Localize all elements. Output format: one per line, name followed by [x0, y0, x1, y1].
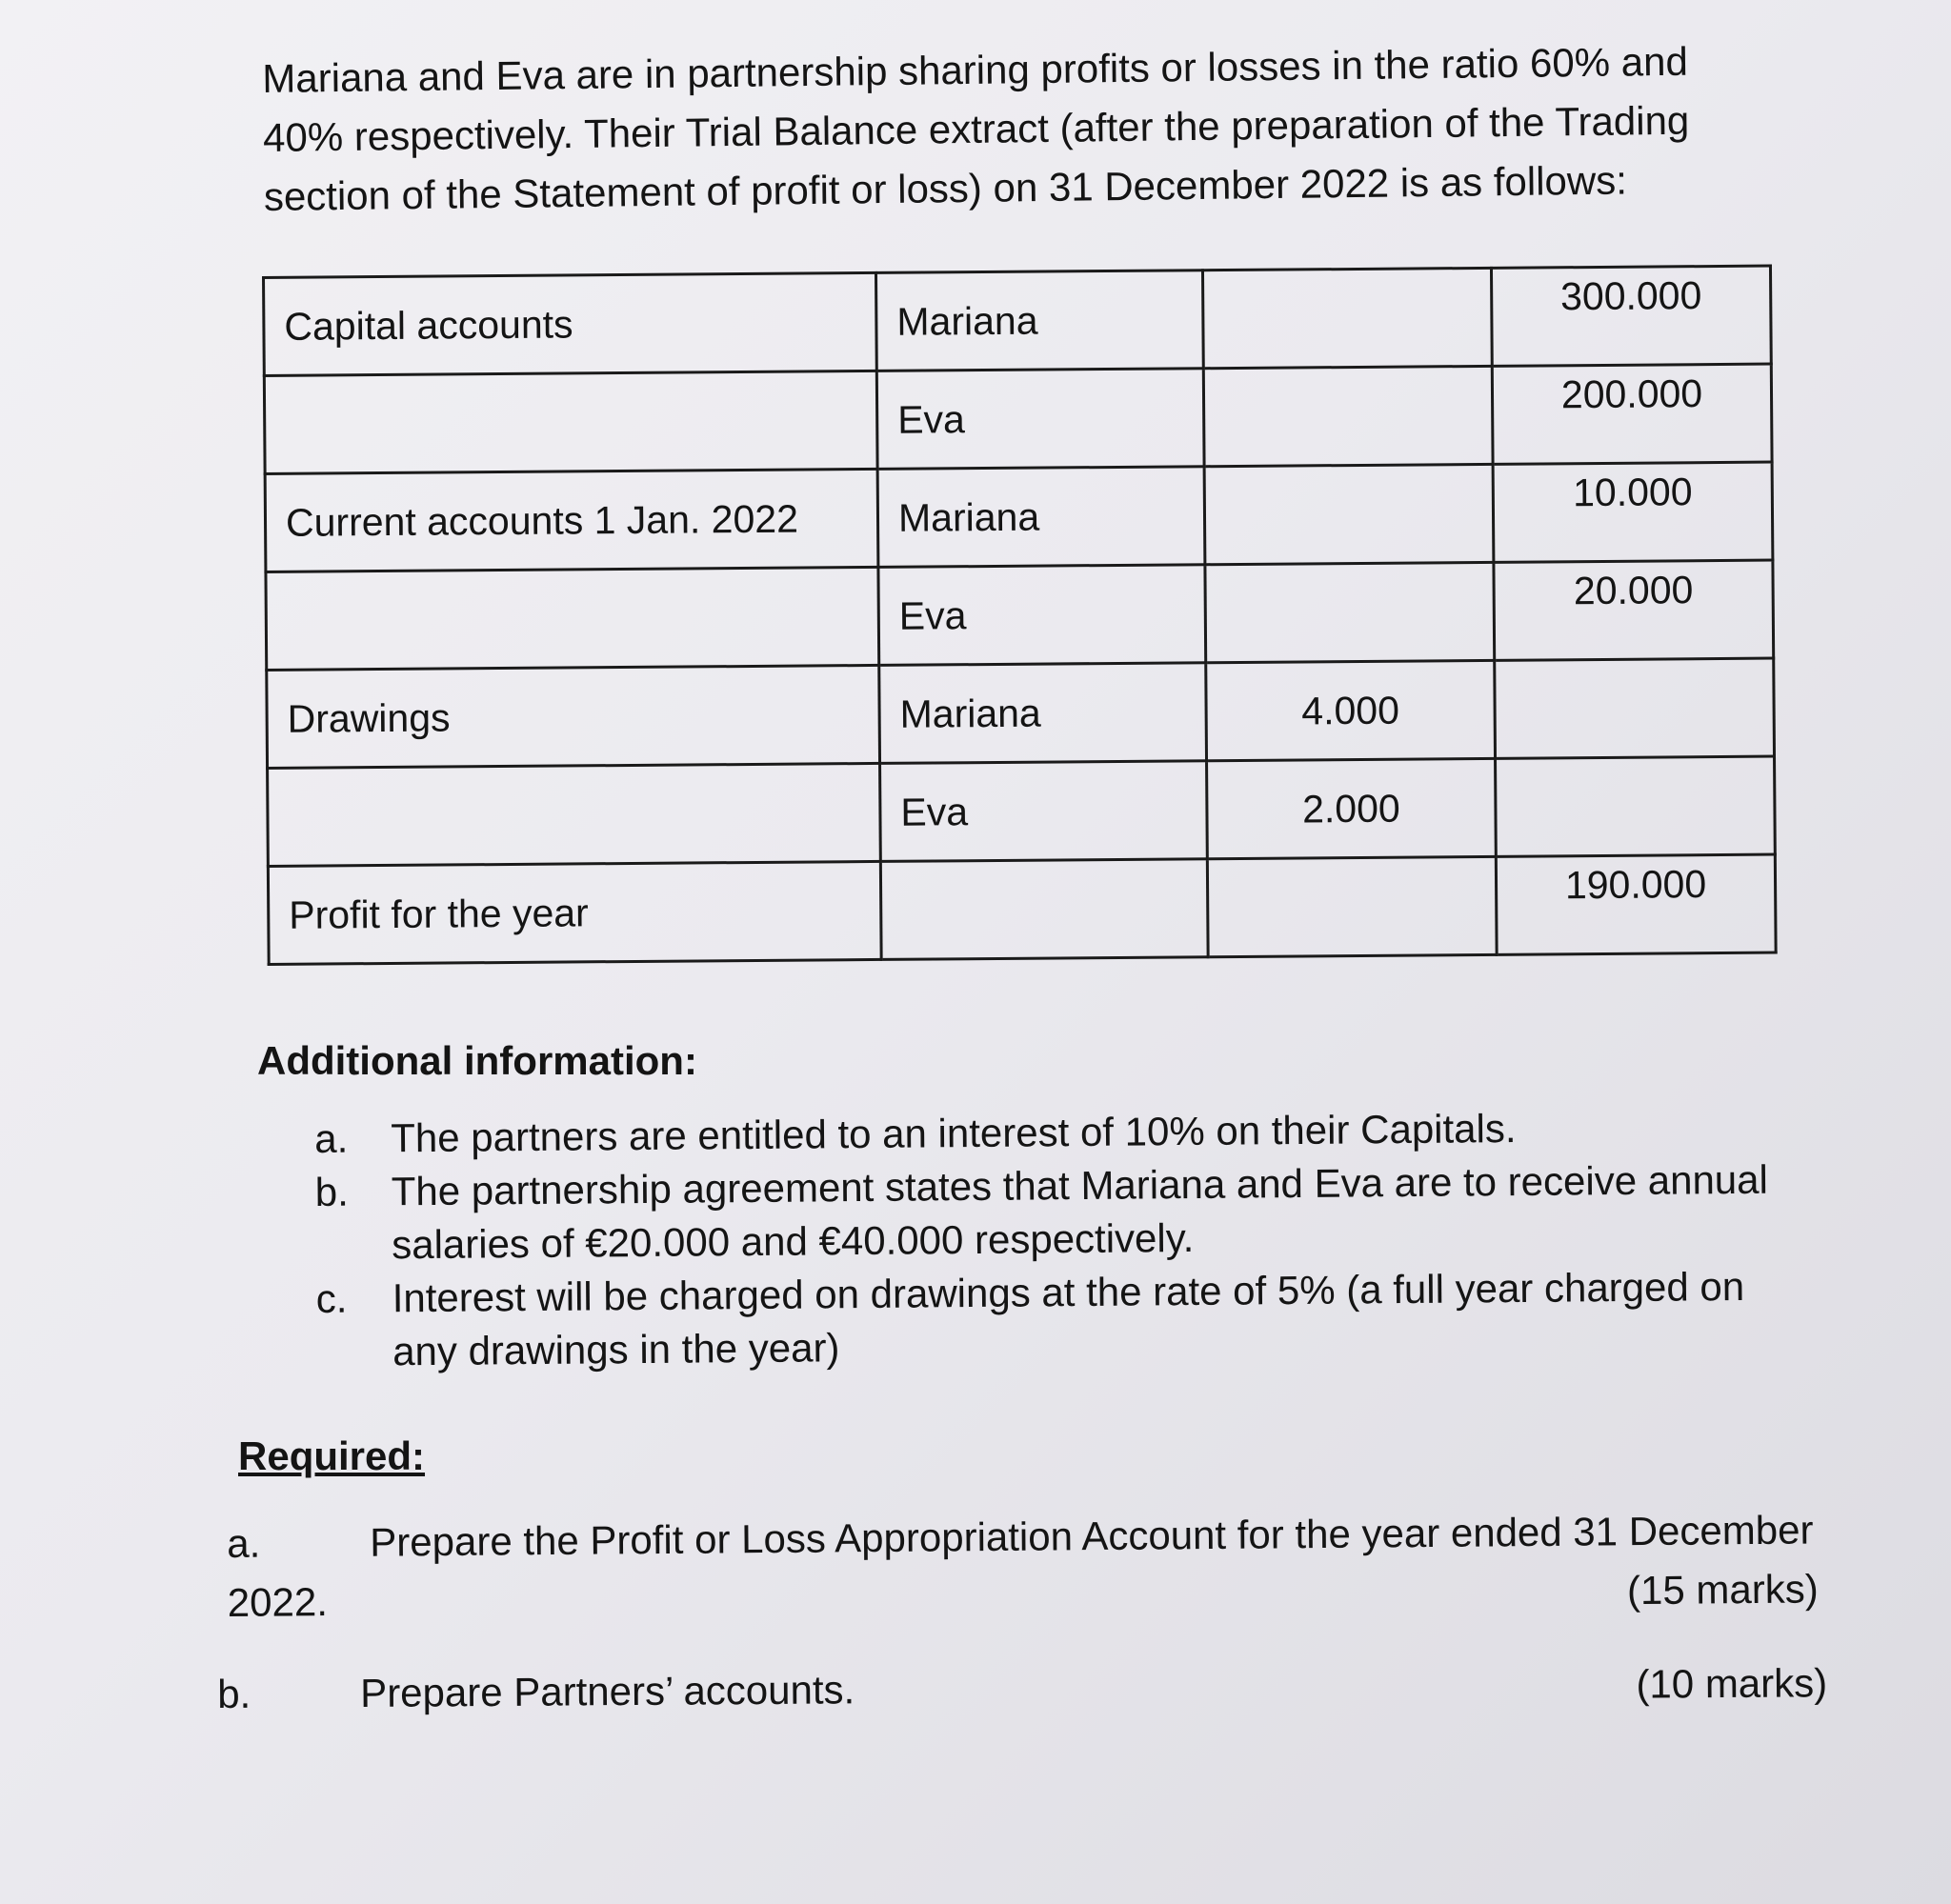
part-text: Prepare the Profit or Loss Appropriation Account for the year ended 31 December 2022. — [227, 1507, 1814, 1625]
table-row — [264, 364, 1772, 473]
part-text: Prepare Partners’ accounts. — [360, 1667, 855, 1715]
partner-cell: Eva — [878, 565, 1206, 666]
debit-cell — [1204, 464, 1494, 564]
debit-cell: 4.000 — [1206, 660, 1496, 760]
credit-cell: 190.000 — [1496, 854, 1776, 954]
account-cell: Current accounts 1 Jan. 2022 — [265, 469, 878, 571]
credit-cell: 20.000 — [1494, 560, 1774, 660]
debit-cell — [1202, 268, 1492, 368]
debit-cell: 2.000 — [1207, 758, 1497, 858]
account-cell: Drawings — [267, 665, 880, 768]
credit-cell — [1496, 756, 1776, 856]
partner-cell: Mariana — [875, 271, 1203, 371]
credit-cell — [1495, 658, 1775, 758]
item-text: Interest will be charged on drawings at the rate of 5% (a full year charged on any drawings in the year) — [392, 1263, 1745, 1374]
debit-cell — [1203, 366, 1493, 466]
table-row — [268, 854, 1776, 964]
marks-label: (10 marks) — [1636, 1660, 1828, 1707]
item-marker: b. — [314, 1169, 349, 1214]
credit-cell: 200.000 — [1492, 364, 1772, 464]
table-row — [266, 560, 1774, 670]
item-marker: c. — [315, 1275, 348, 1321]
additional-info-list — [314, 1099, 1802, 1379]
required-heading: Required: — [238, 1433, 426, 1478]
marks-label: (15 marks) — [1626, 1566, 1819, 1613]
intro-paragraph: Mariana and Eva are in partnership sharing profits or losses in the ratio 60% and 40% respectively. Their Trial Balance extract (after the preparation of the Trading section of the Statement of profit or loss) on 31 December 2022 is as follows: — [262, 38, 1690, 219]
item-text: The partners are entitled to an interest of 10% on their Capitals. — [391, 1105, 1517, 1161]
partner-cell: Mariana — [879, 663, 1207, 764]
account-cell — [266, 567, 879, 670]
partner-cell: Eva — [876, 369, 1204, 470]
trial-balance-extract — [262, 265, 1778, 966]
item-text: The partnership agreement states that Mariana and Eva are to receive annual salaries of €20.000 and €40.000 respectively. — [391, 1156, 1769, 1268]
table-row — [267, 658, 1775, 768]
additional-info-heading: Additional information: — [257, 1038, 697, 1083]
additional-info-item — [315, 1259, 1802, 1379]
account-cell — [264, 371, 877, 473]
debit-cell — [1205, 562, 1495, 662]
credit-cell: 300.000 — [1491, 266, 1771, 366]
account-cell: Profit for the year — [268, 861, 881, 964]
item-marker: a. — [314, 1115, 349, 1161]
required-part-a — [227, 1500, 1819, 1633]
partner-cell: Eva — [880, 761, 1208, 862]
table-row — [265, 462, 1773, 571]
trial-balance-table — [262, 265, 1778, 966]
partner-cell — [880, 859, 1208, 960]
table-row — [268, 756, 1776, 866]
part-marker: a. — [227, 1520, 261, 1566]
partner-cell: Mariana — [877, 467, 1205, 568]
account-cell: Capital accounts — [264, 272, 877, 375]
part-marker: b. — [217, 1671, 251, 1716]
required-part-b — [217, 1653, 1827, 1724]
credit-cell: 10.000 — [1493, 462, 1773, 562]
table-row — [264, 266, 1772, 375]
account-cell — [268, 763, 881, 866]
debit-cell — [1207, 856, 1497, 956]
additional-info-item — [314, 1152, 1801, 1273]
